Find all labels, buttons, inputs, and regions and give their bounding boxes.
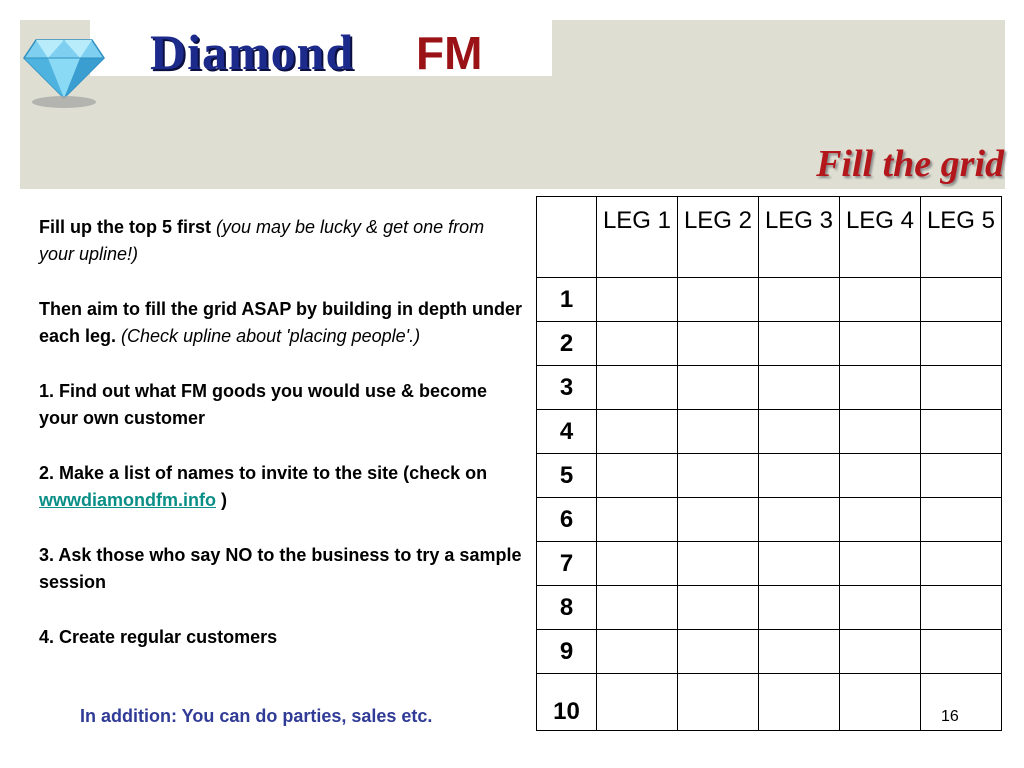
grid-header-row xyxy=(537,197,1002,278)
grid-cell xyxy=(840,498,921,542)
grid-cell xyxy=(759,322,840,366)
step-2-text: 2. Make a list of names to invite to the site (check on xyxy=(39,463,488,483)
grid-cell xyxy=(678,674,759,731)
page-number: 16 xyxy=(941,708,959,725)
grid-cell xyxy=(759,278,840,322)
site-link[interactable]: wwwdiamondfm.info xyxy=(39,490,216,510)
grid-cell xyxy=(597,278,678,322)
row-number: 9 xyxy=(537,630,597,674)
step-3: 3. Ask those who say NO to the business to try a sample session xyxy=(39,545,522,592)
grid-cell xyxy=(597,630,678,674)
grid-corner-cell xyxy=(537,197,597,278)
grid-cell xyxy=(921,322,1002,366)
grid-cell xyxy=(840,542,921,586)
grid-cell xyxy=(921,630,1002,674)
fill-grid-bold: Then aim to fill the grid ASAP by building in depth under each leg. xyxy=(39,299,522,346)
grid-cell xyxy=(597,366,678,410)
row-number: 1 xyxy=(537,278,597,322)
grid-cell xyxy=(759,498,840,542)
leg-header: LEG 1 xyxy=(597,197,678,278)
paragraph-fill-top xyxy=(39,214,524,268)
grid-cell xyxy=(759,366,840,410)
grid-row xyxy=(537,278,1002,322)
grid-row xyxy=(537,674,1002,731)
step-2 xyxy=(39,460,524,514)
grid-cell xyxy=(840,586,921,630)
grid-cell xyxy=(840,366,921,410)
grid-cell xyxy=(759,410,840,454)
grid-cell xyxy=(597,454,678,498)
slide-title: Fill the grid xyxy=(816,143,1004,185)
instructions-text xyxy=(39,214,524,679)
grid-cell xyxy=(597,542,678,586)
row-number: 7 xyxy=(537,542,597,586)
grid-cell xyxy=(840,278,921,322)
addition-note: In addition: You can do parties, sales etc. xyxy=(80,706,433,726)
grid-cell xyxy=(840,674,921,731)
grid-cell xyxy=(921,454,1002,498)
fill-top-note: (you may be lucky & get one from your upline!) xyxy=(39,217,485,264)
grid-row xyxy=(537,542,1002,586)
grid-cell xyxy=(840,410,921,454)
leg-header: LEG 5 xyxy=(921,197,1002,278)
grid-row xyxy=(537,410,1002,454)
grid-cell xyxy=(678,366,759,410)
row-number: 4 xyxy=(537,410,597,454)
grid-cell xyxy=(921,498,1002,542)
paragraph-fill-grid xyxy=(39,296,524,350)
grid-row xyxy=(537,454,1002,498)
step-4: 4. Create regular customers xyxy=(39,627,278,647)
grid-cell xyxy=(678,630,759,674)
grid-row xyxy=(537,366,1002,410)
step-1: 1. Find out what FM goods you would use & become your own customer xyxy=(39,381,488,428)
logo-fm: FM xyxy=(416,27,483,79)
step-2-close: ) xyxy=(216,490,227,510)
fill-grid-note: (Check upline about 'placing people'.) xyxy=(121,326,421,346)
row-number: 5 xyxy=(537,454,597,498)
grid-row xyxy=(537,586,1002,630)
grid-cell xyxy=(597,498,678,542)
grid-cell xyxy=(678,322,759,366)
grid-cell xyxy=(759,542,840,586)
grid-row xyxy=(537,322,1002,366)
grid-cell xyxy=(921,366,1002,410)
diamond-icon xyxy=(22,36,106,110)
grid-cell xyxy=(840,630,921,674)
leg-header: LEG 2 xyxy=(678,197,759,278)
grid-cell xyxy=(759,454,840,498)
grid-row xyxy=(537,498,1002,542)
grid-cell xyxy=(921,674,1002,731)
row-number: 2 xyxy=(537,322,597,366)
grid-cell xyxy=(678,278,759,322)
row-number: 8 xyxy=(537,586,597,630)
grid-cell xyxy=(678,498,759,542)
leg-grid xyxy=(536,196,1002,731)
row-number: 3 xyxy=(537,366,597,410)
leg-header: LEG 4 xyxy=(840,197,921,278)
grid-cell xyxy=(759,674,840,731)
grid-cell xyxy=(597,586,678,630)
grid-cell xyxy=(678,410,759,454)
fill-top-bold: Fill up the top 5 first xyxy=(39,217,216,237)
grid-row xyxy=(537,630,1002,674)
grid-cell xyxy=(759,586,840,630)
grid-cell xyxy=(921,542,1002,586)
grid-cell xyxy=(840,322,921,366)
grid-cell xyxy=(921,410,1002,454)
leg-header: LEG 3 xyxy=(759,197,840,278)
row-number: 10 xyxy=(537,674,597,731)
grid-cell xyxy=(597,674,678,731)
grid-cell xyxy=(597,410,678,454)
grid-cell xyxy=(840,454,921,498)
grid-cell xyxy=(921,586,1002,630)
logo-wordmark: Diamond xyxy=(150,24,355,80)
grid-cell xyxy=(597,322,678,366)
grid-cell xyxy=(678,542,759,586)
grid-cell xyxy=(678,586,759,630)
grid-cell xyxy=(759,630,840,674)
grid-cell xyxy=(678,454,759,498)
row-number: 6 xyxy=(537,498,597,542)
grid-cell xyxy=(921,278,1002,322)
